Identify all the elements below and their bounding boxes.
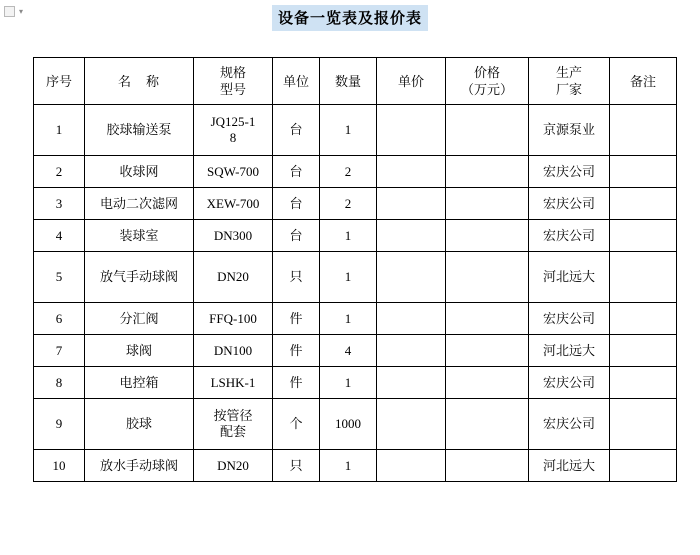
column-header-maker-line2: 厂家 [555,82,582,97]
cell-total-price [446,450,529,482]
page-title [0,5,700,31]
cell-quantity: 1 [320,450,377,482]
cell-unit-price [377,335,446,367]
cell-unit-price [377,156,446,188]
cell-unit-price [377,252,446,303]
cell-name: 胶球 [85,399,194,450]
cell-model: FFQ-100 [194,303,273,335]
cell-remark [610,303,677,335]
column-header-unit: 单位 [273,58,320,105]
cell-name: 球阀 [85,335,194,367]
table-row [34,252,677,303]
cell-manufacturer: 河北远大 [529,335,610,367]
table-row [34,188,677,220]
cell-unit-price [377,105,446,156]
cell-manufacturer: 京源泵业 [529,105,610,156]
cell-model: LSHK-1 [194,367,273,399]
cell-seq: 2 [34,156,85,188]
column-header-quantity: 数量 [320,58,377,105]
cell-model: SQW-700 [194,156,273,188]
column-header-manufacturer [529,58,610,105]
chevron-down-icon[interactable]: ▾ [19,6,24,16]
table-row [34,156,677,188]
page-title-text: 设备一览表及报价表 [272,5,428,31]
column-header-total-line1: 价格 [473,65,500,80]
cell-seq: 7 [34,335,85,367]
cell-unit: 件 [273,303,320,335]
cell-remark [610,188,677,220]
cell-model [194,399,273,450]
cell-total-price [446,303,529,335]
cell-model: DN20 [194,252,273,303]
column-header-seq: 序号 [34,58,85,105]
table-row [34,220,677,252]
cell-remark [610,399,677,450]
cell-manufacturer: 宏庆公司 [529,156,610,188]
cell-manufacturer: 宏庆公司 [529,303,610,335]
cell-remark [610,367,677,399]
column-header-model-line1: 规格 [219,65,246,80]
cell-remark [610,156,677,188]
cell-model: DN300 [194,220,273,252]
cell-remark [610,450,677,482]
cell-total-price [446,399,529,450]
column-header-unit-price: 单价 [377,58,446,105]
cell-seq: 8 [34,367,85,399]
cell-manufacturer: 宏庆公司 [529,188,610,220]
cell-quantity: 2 [320,188,377,220]
cell-unit-price [377,303,446,335]
equipment-table [33,57,677,482]
cell-name: 胶球输送泵 [85,105,194,156]
cell-manufacturer: 河北远大 [529,252,610,303]
cell-name: 电动二次滤网 [85,188,194,220]
table-row [34,399,677,450]
table-row [34,303,677,335]
cell-quantity: 1 [320,105,377,156]
cell-unit: 个 [273,399,320,450]
column-header-name: 名 称 [85,58,194,105]
cell-model: XEW-700 [194,188,273,220]
table-body [34,105,677,482]
column-header-remark: 备注 [610,58,677,105]
cell-manufacturer: 河北远大 [529,450,610,482]
cell-model-line2: 8 [229,130,237,145]
table-row [34,105,677,156]
cell-unit: 台 [273,188,320,220]
column-header-model [194,58,273,105]
cell-manufacturer: 宏庆公司 [529,399,610,450]
cell-unit: 台 [273,156,320,188]
cell-seq: 3 [34,188,85,220]
cell-model-line2: 配套 [219,424,246,439]
cell-remark [610,105,677,156]
cell-unit-price [377,367,446,399]
cell-seq: 5 [34,252,85,303]
cell-name: 放气手动球阀 [85,252,194,303]
cell-total-price [446,188,529,220]
cell-unit: 只 [273,252,320,303]
cell-unit: 件 [273,335,320,367]
cell-seq: 9 [34,399,85,450]
cell-seq: 10 [34,450,85,482]
cell-model: DN20 [194,450,273,482]
cell-unit: 台 [273,220,320,252]
cell-quantity: 1 [320,303,377,335]
equipment-table-wrapper [33,57,667,482]
cell-seq: 4 [34,220,85,252]
cell-quantity: 1 [320,367,377,399]
cell-unit: 台 [273,105,320,156]
table-header-row [34,58,677,105]
cell-model [194,105,273,156]
cell-name: 分汇阀 [85,303,194,335]
cell-name: 装球室 [85,220,194,252]
cell-remark [610,252,677,303]
cell-unit: 件 [273,367,320,399]
cell-name: 电控箱 [85,367,194,399]
cell-quantity: 1000 [320,399,377,450]
table-header [34,58,677,105]
cell-name: 放水手动球阀 [85,450,194,482]
cell-total-price [446,105,529,156]
column-header-total-price [446,58,529,105]
cell-total-price [446,252,529,303]
table-row [34,335,677,367]
cell-total-price [446,220,529,252]
column-header-maker-line1: 生产 [555,65,582,80]
cell-unit-price [377,399,446,450]
cell-seq: 1 [34,105,85,156]
cell-quantity: 2 [320,156,377,188]
cell-unit-price [377,450,446,482]
cell-remark [610,220,677,252]
cell-model: DN100 [194,335,273,367]
cell-total-price [446,367,529,399]
cell-quantity: 1 [320,220,377,252]
cell-manufacturer: 宏庆公司 [529,367,610,399]
cell-total-price [446,156,529,188]
cell-quantity: 1 [320,252,377,303]
cell-quantity: 4 [320,335,377,367]
column-header-model-line2: 型号 [219,82,246,97]
cell-unit: 只 [273,450,320,482]
cell-remark [610,335,677,367]
cell-seq: 6 [34,303,85,335]
column-header-total-line2: （万元） [460,82,513,97]
cell-model-line1: JQ125-1 [210,114,256,129]
cell-manufacturer: 宏庆公司 [529,220,610,252]
cell-model-line1: 按管径 [213,408,253,423]
cell-name: 收球网 [85,156,194,188]
table-row [34,450,677,482]
cell-unit-price [377,220,446,252]
cell-unit-price [377,188,446,220]
cell-total-price [446,335,529,367]
table-row [34,367,677,399]
